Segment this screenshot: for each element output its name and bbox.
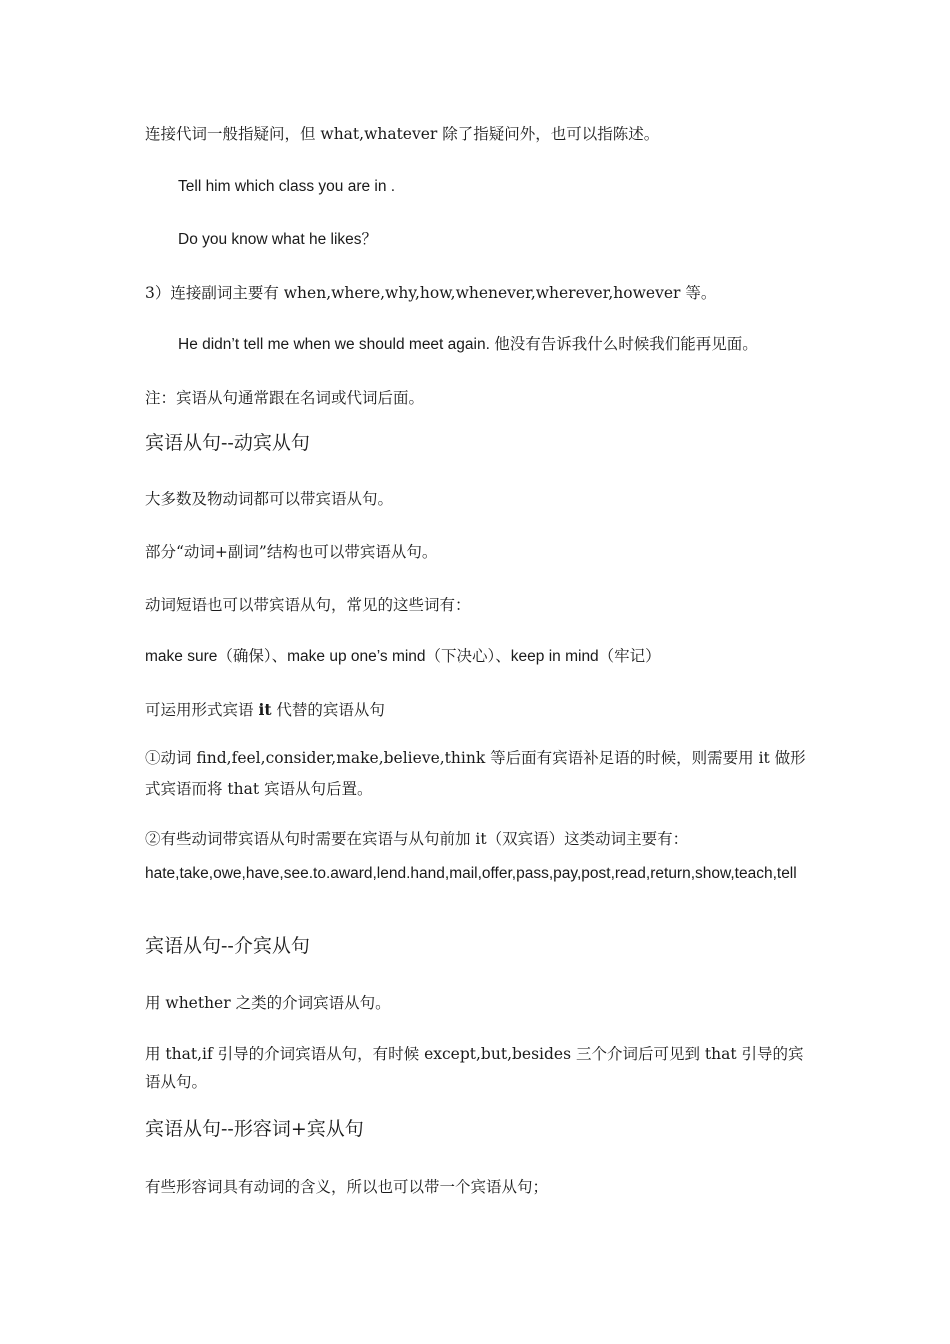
- paragraph-phrase-list: make sure（确保）、make up one’s mind（下决心）、keep in mind（牢记）: [145, 648, 661, 665]
- paragraph-object-complement: ①动词 find,feel,consider,make,believe,think 等后面有宾语补足语的时候，则需要用 it 做形式宾语而将 that 宾语从句后置。: [145, 749, 806, 798]
- section-heading-adjective-object: 宾语从句--形容词+宾从句: [145, 1118, 364, 1140]
- paragraph-verb-adverb: 部分“动词+副词”结构也可以带宾语从句。: [145, 543, 438, 561]
- example-sentence-3: He didn’t tell me when we should meet again. 他没有告诉我什么时候我们能再见面。: [178, 336, 758, 353]
- formal-object-it: it: [258, 700, 272, 719]
- paragraph-connective-adverbs: 3）连接副词主要有 when,where,why,how,whenever,wherever,however 等。: [145, 284, 717, 302]
- paragraph-whether: 用 whether 之类的介词宾语从句。: [145, 994, 391, 1012]
- paragraph-verb-list: hate,take,owe,have,see.to.award,lend.hand,mail,offer,pass,pay,post,read,return,show,teach,tell: [145, 865, 797, 882]
- example-sentence-1: Tell him which class you are in .: [178, 178, 396, 195]
- paragraph-connective-pronouns: 连接代词一般指疑问，但 what,whatever 除了指疑问外，也可以指陈述。: [145, 125, 660, 143]
- section-heading-prep-object: 宾语从句--介宾从句: [145, 935, 310, 957]
- paragraph-double-object: ②有些动词带宾语从句时需要在宾语与从句前加 it（双宾语）这类动词主要有：: [145, 830, 689, 848]
- paragraph-formal-object: [145, 700, 385, 720]
- example-sentence-2: Do you know what he likes？: [178, 231, 378, 248]
- formal-object-text-before: 可运用形式宾语: [145, 701, 259, 719]
- formal-object-text-after: 代替的宾语从句: [271, 701, 385, 719]
- note-text: 注：宾语从句通常跟在名词或代词后面。: [145, 389, 425, 407]
- paragraph-transitive-verbs: 大多数及物动词都可以带宾语从句。: [145, 490, 394, 508]
- paragraph-verb-phrases: 动词短语也可以带宾语从句，常见的这些词有：: [145, 596, 471, 614]
- paragraph-that-if: 用 that,if 引导的介词宾语从句，有时候 except,but,besides 三个介词后可见到 that 引导的宾语从句。: [145, 1045, 804, 1091]
- section-heading-verb-object: 宾语从句--动宾从句: [145, 432, 310, 454]
- paragraph-adjectives: 有些形容词具有动词的含义，所以也可以带一个宾语从句；: [145, 1178, 549, 1196]
